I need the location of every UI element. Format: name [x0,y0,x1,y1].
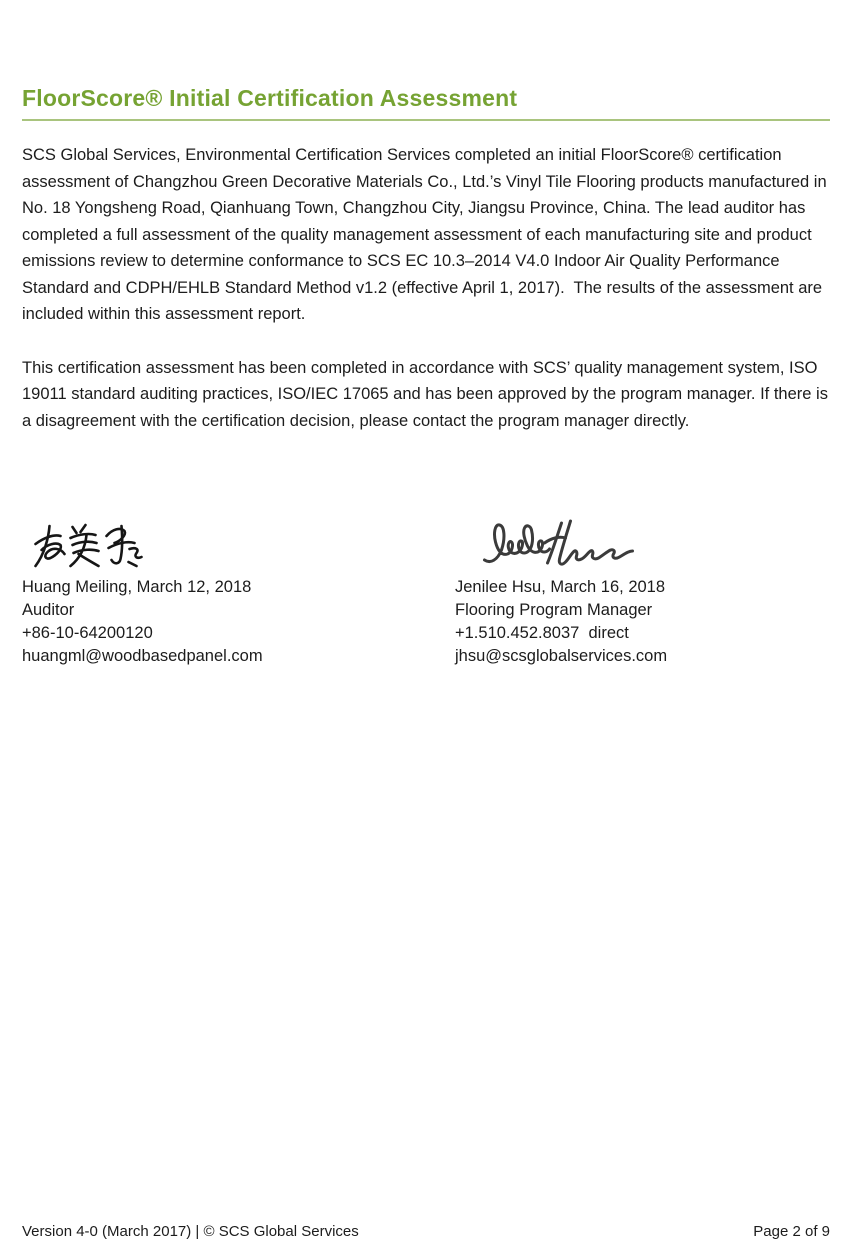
footer-version-text: Version 4-0 (March 2017) | © SCS Global Services [22,1223,359,1240]
assessment-summary-paragraph: SCS Global Services, Environmental Certification Services completed an initial FloorScore® certification assessment of Changzhou Green Decorative Materials Co., Ltd.’s Vinyl Tile Flooring products manufactured in No. 18 Yongsheng Road, Qianhuang Town, Changzhou City, Jiangsu Province, China. The lead auditor has completed a full assessment of the quality management assessment of each manufacturing site and product emissions review to determine conformance to SCS EC 10.3–2014 V4.0 Indoor Air Quality Performance Standard and CDPH/EHLB Standard Method v1.2 (effective April 1, 2017). The results of the assessment are included within this assessment report. [22,146,832,323]
title-underline-rule [22,119,830,121]
handwritten-signature-huang-meiling-icon [28,514,146,572]
signatory-email: huangml@woodbasedpanel.com [22,647,263,665]
signatory-phone: +86-10-64200120 [22,624,153,642]
signatory-role: Auditor [22,601,75,619]
signatory-name-date: Jenilee Hsu, March 16, 2018 [455,578,666,596]
signature-block [22,514,830,668]
signatory-name-date: Huang Meiling, March 12, 2018 [22,578,252,596]
page-footer [22,1222,830,1241]
handwritten-signature-jenilee-hsu-icon [479,514,637,572]
signatory-phone: +1.510.452.8037 direct [455,624,629,642]
signatory-role: Flooring Program Manager [455,601,653,619]
signatory-auditor [22,514,455,668]
signatory-program-manager [455,514,830,668]
signatory-email: jhsu@scsglobalservices.com [455,647,668,665]
footer-page-number: Page 2 of 9 [753,1223,830,1240]
page-title: FloorScore® Initial Certification Assessment [22,85,518,111]
approval-statement-paragraph: This certification assessment has been completed in accordance with SCS’ quality management system, ISO 19011 standard auditing practices, ISO/IEC 17065 and has been approved by the program manager. If there is a disagreement with the certification decision, please contact the program manager directly. [22,358,833,430]
